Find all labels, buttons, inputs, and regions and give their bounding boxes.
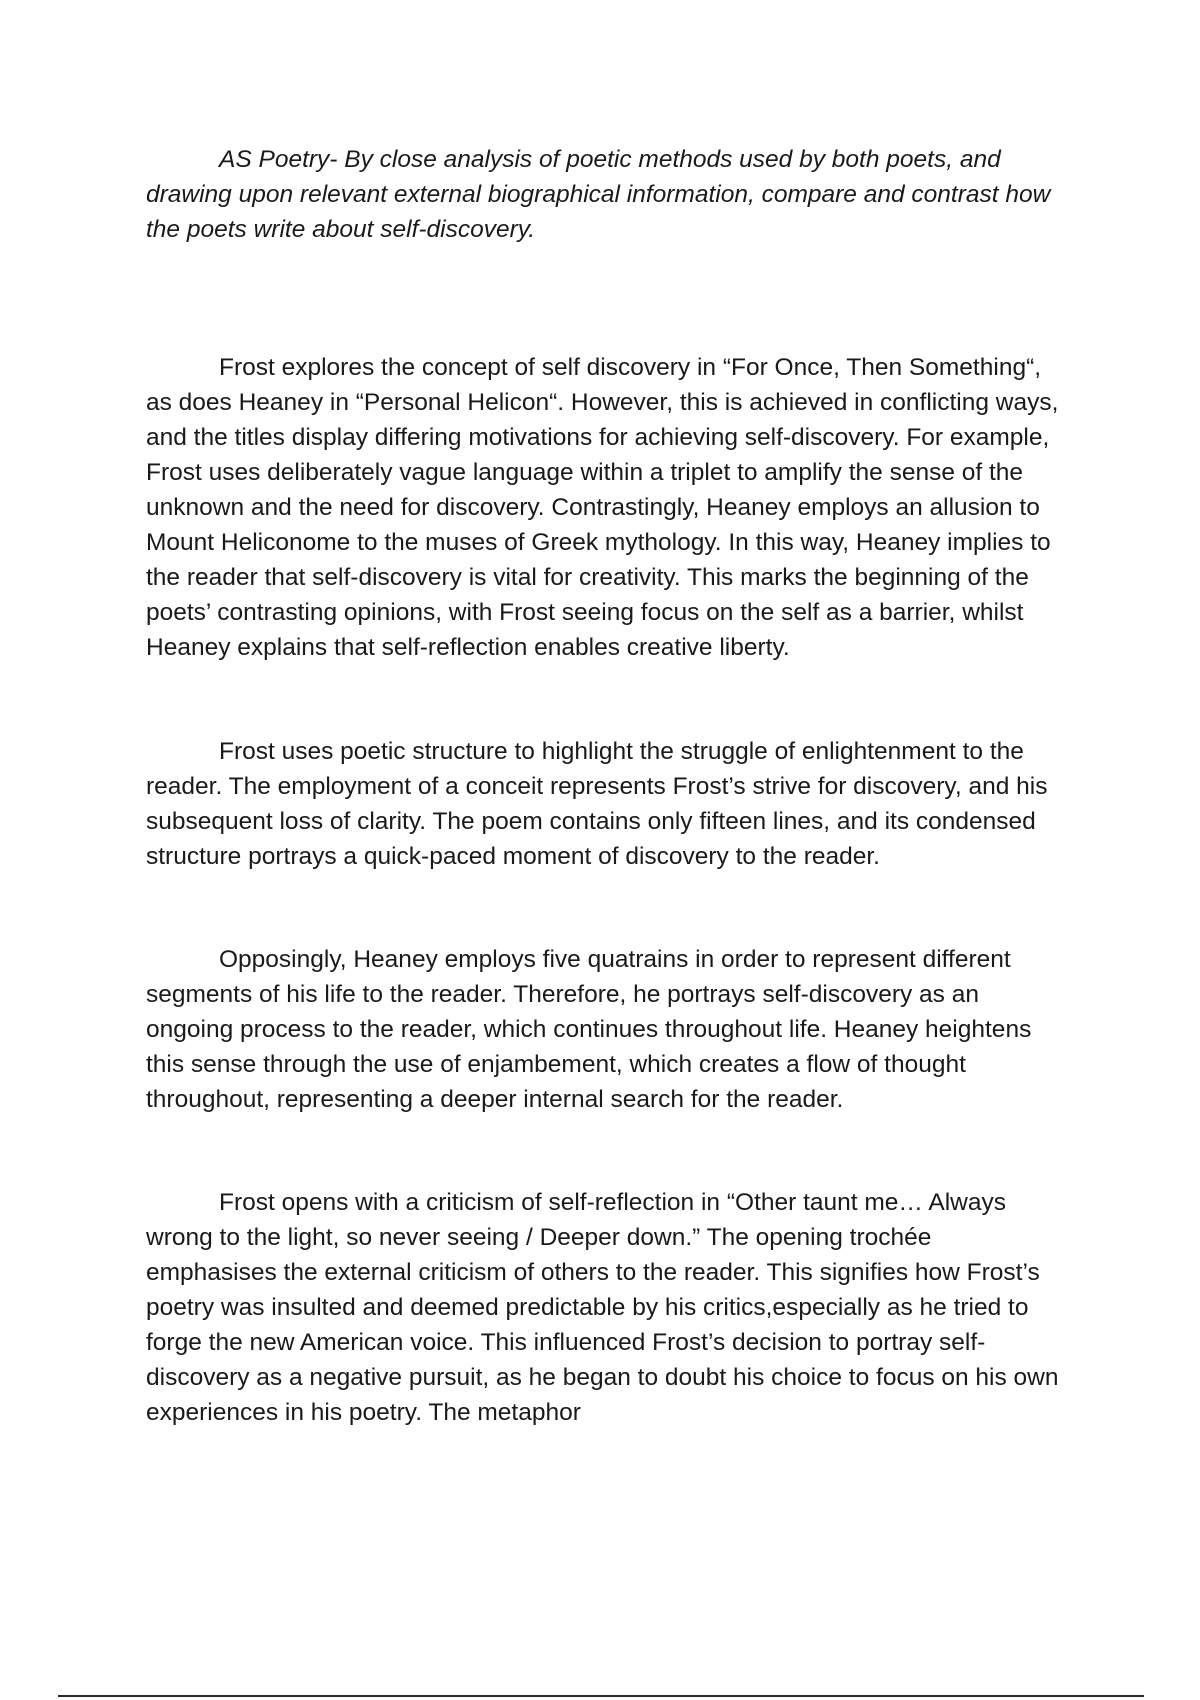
document-body: [146, 142, 1066, 1430]
paragraph-3: Opposingly, Heaney employs five quatrains in order to represent different segments of his life to the reader. Therefore, he portrays self-discovery as an ongoing process to the reader, which continues throughout life. Heaney heightens this sense through the use of enjambement, which creates a flow of thought throughout, representing a deeper internal search for the reader.: [146, 946, 1032, 1113]
page-bottom-rule: [58, 1695, 1144, 1697]
essay-question-heading: AS Poetry- By close analysis of poetic methods used by both poets, and drawing upon relevant external biographical information, compare and contrast how the poets write about self-discovery.: [146, 146, 1051, 243]
paragraph-1: Frost explores the concept of self discovery in “For Once, Then Something“, as does Heaney in “Personal Helicon“. However, this is achieved in conflicting ways, and the titles display differing motivations for achieving self-discovery. For example, Frost uses deliberately vague language within a triplet to amplify the sense of the unknown and the need for discovery. Contrastingly, Heaney employs an allusion to Mount Heliconome to the muses of Greek mythology. In this way, Heaney implies to the reader that self-discovery is vital for creativity. This marks the beginning of the poets’ contrasting opinions, with Frost seeing focus on the self as a barrier, whilst Heaney explains that self-reflection enables creative liberty.: [146, 354, 1059, 661]
paragraph-2: Frost uses poetic structure to highlight the struggle of enlightenment to the reader. The employment of a conceit represents Frost’s strive for discovery, and his subsequent loss of clarity. The poem contains only fifteen lines, and its condensed structure portrays a quick-paced moment of discovery to the reader.: [146, 738, 1048, 870]
paragraph-4: Frost opens with a criticism of self-reflection in “Other taunt me… Always wrong to the light, so never seeing / Deeper down.” The opening trochée emphasises the external criticism of others to the reader. This signifies how Frost’s poetry was insulted and deemed predictable by his critics,especially as he tried to forge the new American voice. This influenced Frost’s decision to portray self-discovery as a negative pursuit, as he began to doubt his choice to focus on his own experiences in his poetry. The metaphor: [146, 1189, 1059, 1426]
